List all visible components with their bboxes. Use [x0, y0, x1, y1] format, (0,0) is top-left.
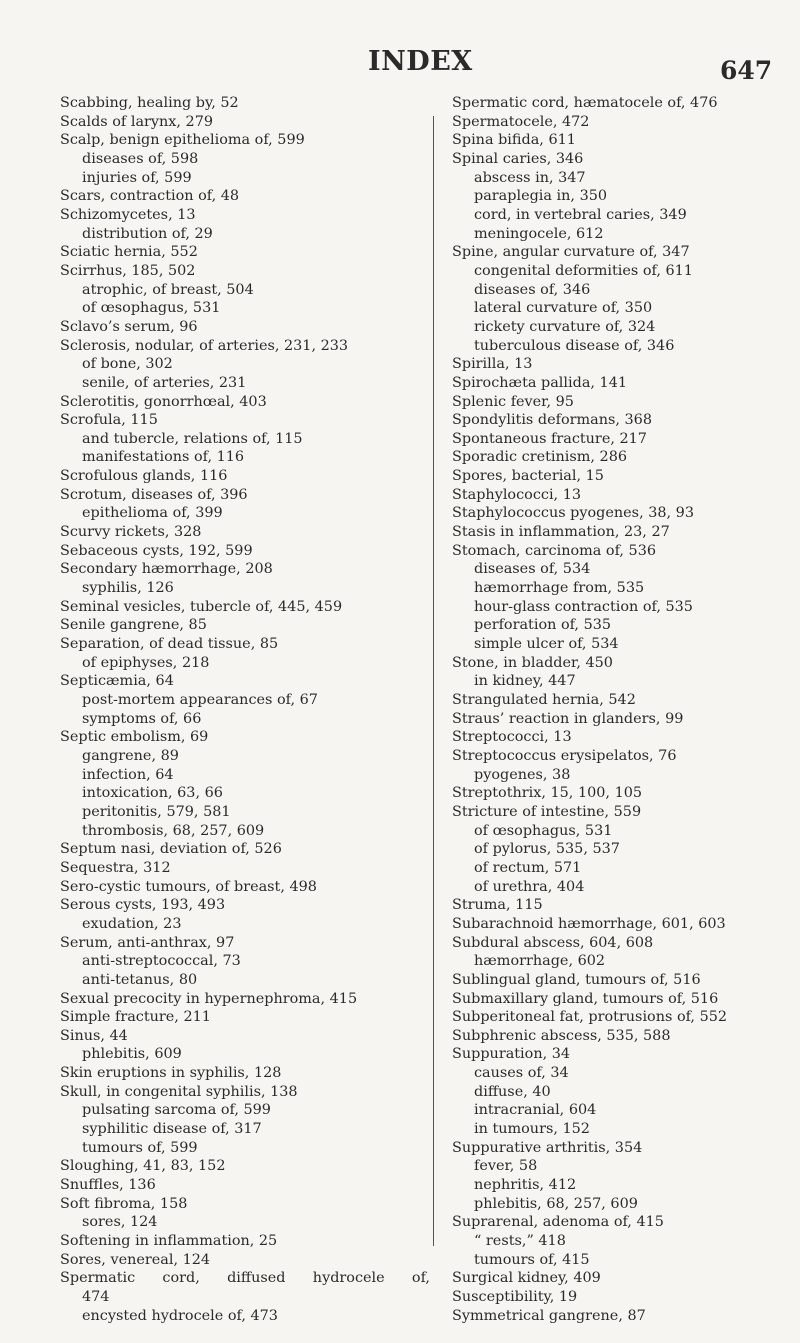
index-subentry: anti-streptococcal, 73 — [82, 953, 241, 970]
running-title: INDEX — [368, 46, 473, 77]
index-entry: Streptothrix, 15, 100, 105 — [452, 785, 643, 802]
index-subentry: distribution of, 29 — [82, 225, 213, 242]
index-entry: Septic embolism, 69 — [60, 729, 209, 746]
index-subentry: injuries of, 599 — [82, 169, 192, 186]
index-subentry: tumours of, 599 — [82, 1139, 198, 1156]
index-subentry: causes of, 34 — [474, 1065, 569, 1082]
index-subentry: simple ulcer of, 534 — [474, 636, 619, 653]
index-entry: Stricture of intestine, 559 — [452, 803, 642, 820]
index-column-right — [452, 94, 752, 1325]
index-subentry: manifestations of, 116 — [82, 449, 245, 466]
index-subentry: congenital deformities of, 611 — [474, 262, 693, 279]
index-entry: Straus’ reaction in glanders, 99 — [452, 710, 684, 727]
index-entry: Streptococci, 13 — [452, 729, 572, 746]
index-subentry: anti-tetanus, 80 — [82, 971, 198, 988]
index-subentry: intoxication, 63, 66 — [82, 785, 223, 802]
index-entry: Scrotum, diseases of, 396 — [60, 486, 248, 503]
index-entry: Sciatic hernia, 552 — [60, 244, 198, 261]
index-subentry: atrophic, of breast, 504 — [82, 281, 254, 298]
page-header — [0, 46, 800, 86]
index-entry: Sores, venereal, 124 — [60, 1251, 211, 1268]
index-subentry: diffuse, 40 — [474, 1083, 551, 1100]
index-subentry: meningocele, 612 — [474, 225, 604, 242]
index-subentry: thrombosis, 68, 257, 609 — [82, 822, 265, 839]
index-subentry: in kidney, 447 — [474, 673, 576, 690]
index-subentry: and tubercle, relations of, 115 — [82, 430, 303, 447]
index-entry: Scrofula, 115 — [60, 412, 158, 429]
index-entry: Susceptibility, 19 — [452, 1289, 578, 1305]
index-entry: Sinus, 44 — [60, 1027, 128, 1044]
index-entry: Stone, in bladder, 450 — [452, 654, 613, 671]
index-entry: Subdural abscess, 604, 608 — [452, 934, 654, 951]
index-entry: Scalp, benign epithelioma of, 599 — [60, 132, 305, 149]
index-entry: Streptococcus erysipelatos, 76 — [452, 747, 677, 764]
index-entry: Sublingual gland, tumours of, 516 — [452, 971, 701, 988]
index-entry: Struma, 115 — [452, 897, 543, 914]
index-subentry: lateral curvature of, 350 — [474, 300, 653, 317]
index-entry: Sloughing, 41, 83, 152 — [60, 1158, 226, 1175]
index-entry: Serum, anti-anthrax, 97 — [60, 934, 235, 951]
index-entry: Spermatocele, 472 — [452, 113, 590, 130]
index-entry: Spermatic cord, diffused hydrocele of, — [60, 1270, 430, 1287]
index-entry: Submaxillary gland, tumours of, 516 — [452, 990, 719, 1007]
index-entry: Spine, angular curvature of, 347 — [452, 244, 690, 261]
index-subentry: “ rests,” 418 — [474, 1233, 566, 1250]
index-subentry: diseases of, 346 — [474, 281, 591, 298]
index-entry: Stomach, carcinoma of, 536 — [452, 542, 657, 559]
index-entry: Serous cysts, 193, 493 — [60, 897, 226, 914]
column-divider — [433, 116, 434, 1246]
index-subentry: sores, 124 — [82, 1214, 158, 1231]
index-column-left — [60, 94, 430, 1325]
index-subentry: intracranial, 604 — [474, 1102, 597, 1119]
index-subentry: 474 — [82, 1289, 110, 1305]
index-subentry: of pylorus, 535, 537 — [474, 841, 620, 858]
index-subentry: of epiphyses, 218 — [82, 654, 210, 671]
index-entry: Sclerosis, nodular, of arteries, 231, 233 — [60, 337, 349, 354]
index-entry: Suprarenal, adenoma of, 415 — [452, 1214, 664, 1231]
index-subentry: rickety curvature of, 324 — [474, 318, 656, 335]
index-subentry: of œsophagus, 531 — [474, 822, 613, 839]
index-entry: Suppurative arthritis, 354 — [452, 1139, 643, 1156]
index-subentry: tumours of, 415 — [474, 1251, 590, 1268]
index-entry: Splenic fever, 95 — [452, 393, 574, 410]
index-subentry: exudation, 23 — [82, 915, 182, 932]
index-entry: Subphrenic abscess, 535, 588 — [452, 1027, 671, 1044]
index-subentry: senile, of arteries, 231 — [82, 374, 247, 391]
index-entry: Spirilla, 13 — [452, 356, 533, 373]
index-entry: Sero-cystic tumours, of breast, 498 — [60, 878, 317, 895]
index-subentry: cord, in vertebral caries, 349 — [474, 206, 687, 223]
index-subentry: of rectum, 571 — [474, 859, 582, 876]
index-subentry: hæmorrhage, 602 — [474, 953, 606, 970]
index-entry: Staphylococcus pyogenes, 38, 93 — [452, 505, 694, 522]
index-entry: Staphylococci, 13 — [452, 486, 582, 503]
index-entry: Snuffles, 136 — [60, 1177, 156, 1194]
index-entry: Sclerotitis, gonorrhœal, 403 — [60, 393, 267, 410]
index-entry: Strangulated hernia, 542 — [452, 692, 636, 708]
index-subentry: diseases of, 534 — [474, 561, 591, 578]
index-subentry: fever, 58 — [474, 1158, 538, 1175]
index-subentry: of bone, 302 — [82, 356, 173, 373]
index-entry: Suppuration, 34 — [452, 1046, 571, 1063]
index-subentry: abscess in, 347 — [474, 169, 586, 186]
index-entry: Seminal vesicles, tubercle of, 445, 459 — [60, 598, 343, 615]
index-entry: Schizomycetes, 13 — [60, 206, 196, 223]
index-subentry: paraplegia in, 350 — [474, 188, 608, 205]
index-entry: Spondylitis deformans, 368 — [452, 412, 652, 429]
index-subentry: symptoms of, 66 — [82, 710, 202, 727]
index-subentry: phlebitis, 609 — [82, 1046, 182, 1063]
index-entry: Sporadic cretinism, 286 — [452, 449, 627, 466]
index-entry: Subarachnoid hæmorrhage, 601, 603 — [452, 915, 726, 932]
index-entry: Skin eruptions in syphilis, 128 — [60, 1065, 282, 1082]
index-entry: Scars, contraction of, 48 — [60, 188, 240, 205]
index-subentry: syphilis, 126 — [82, 580, 174, 597]
page-number: 647 — [720, 56, 773, 85]
index-subentry: post-mortem appearances of, 67 — [82, 692, 318, 708]
index-entry: Symmetrical gangrene, 87 — [452, 1307, 646, 1324]
index-entry: Spermatic cord, hæmatocele of, 476 — [452, 95, 718, 111]
index-subentry: of urethra, 404 — [474, 878, 585, 895]
index-entry: Skull, in congenital syphilis, 138 — [60, 1083, 298, 1100]
index-entry: Spinal caries, 346 — [452, 150, 584, 167]
index-entry: Scabbing, healing by, 52 — [60, 95, 239, 111]
index-entry: Spores, bacterial, 15 — [452, 468, 604, 485]
index-subentry: infection, 64 — [82, 766, 174, 783]
index-entry: Scirrhus, 185, 502 — [60, 262, 196, 279]
index-entry: Scrofulous glands, 116 — [60, 468, 228, 485]
index-entry: Soft fibroma, 158 — [60, 1195, 188, 1212]
index-entry: Simple fracture, 211 — [60, 1009, 211, 1026]
index-entry: Sebaceous cysts, 192, 599 — [60, 542, 253, 559]
index-subentry: diseases of, 598 — [82, 150, 199, 167]
index-entry: Surgical kidney, 409 — [452, 1270, 601, 1287]
index-subentry: hour-glass contraction of, 535 — [474, 598, 693, 615]
index-subentry: of œsophagus, 531 — [82, 300, 221, 317]
index-subentry: epithelioma of, 399 — [82, 505, 223, 522]
index-entry: Secondary hæmorrhage, 208 — [60, 561, 273, 578]
index-subentry: in tumours, 152 — [474, 1121, 590, 1138]
index-subentry: peritonitis, 579, 581 — [82, 803, 231, 820]
index-entry: Sclavo’s serum, 96 — [60, 318, 198, 335]
index-entry: Sequestra, 312 — [60, 859, 171, 876]
index-entry: Spontaneous fracture, 217 — [452, 430, 647, 447]
index-subentry: syphilitic disease of, 317 — [82, 1121, 262, 1138]
index-entry: Spirochæta pallida, 141 — [452, 374, 628, 391]
index-subentry: pulsating sarcoma of, 599 — [82, 1102, 271, 1119]
index-entry: Subperitoneal fat, protrusions of, 552 — [452, 1009, 728, 1026]
index-subentry: gangrene, 89 — [82, 747, 179, 764]
index-entry: Spina bifida, 611 — [452, 132, 576, 149]
index-subentry: perforation of, 535 — [474, 617, 612, 634]
index-entry: Sexual precocity in hypernephroma, 415 — [60, 990, 358, 1007]
index-subentry: nephritis, 412 — [474, 1177, 577, 1194]
index-subentry: phlebitis, 68, 257, 609 — [474, 1195, 638, 1212]
index-entry: Senile gangrene, 85 — [60, 617, 207, 634]
index-subentry: tuberculous disease of, 346 — [474, 337, 675, 354]
index-entry: Scalds of larynx, 279 — [60, 113, 214, 130]
index-entry: Separation, of dead tissue, 85 — [60, 636, 279, 653]
index-subentry: pyogenes, 38 — [474, 766, 571, 783]
index-entry: Septum nasi, deviation of, 526 — [60, 841, 282, 858]
index-subentry: encysted hydrocele of, 473 — [82, 1307, 278, 1324]
index-subentry: hæmorrhage from, 535 — [474, 580, 645, 597]
index-entry: Septicæmia, 64 — [60, 673, 174, 690]
index-entry: Scurvy rickets, 328 — [60, 524, 202, 541]
index-entry: Softening in inflammation, 25 — [60, 1233, 278, 1250]
index-entry: Stasis in inflammation, 23, 27 — [452, 524, 670, 541]
